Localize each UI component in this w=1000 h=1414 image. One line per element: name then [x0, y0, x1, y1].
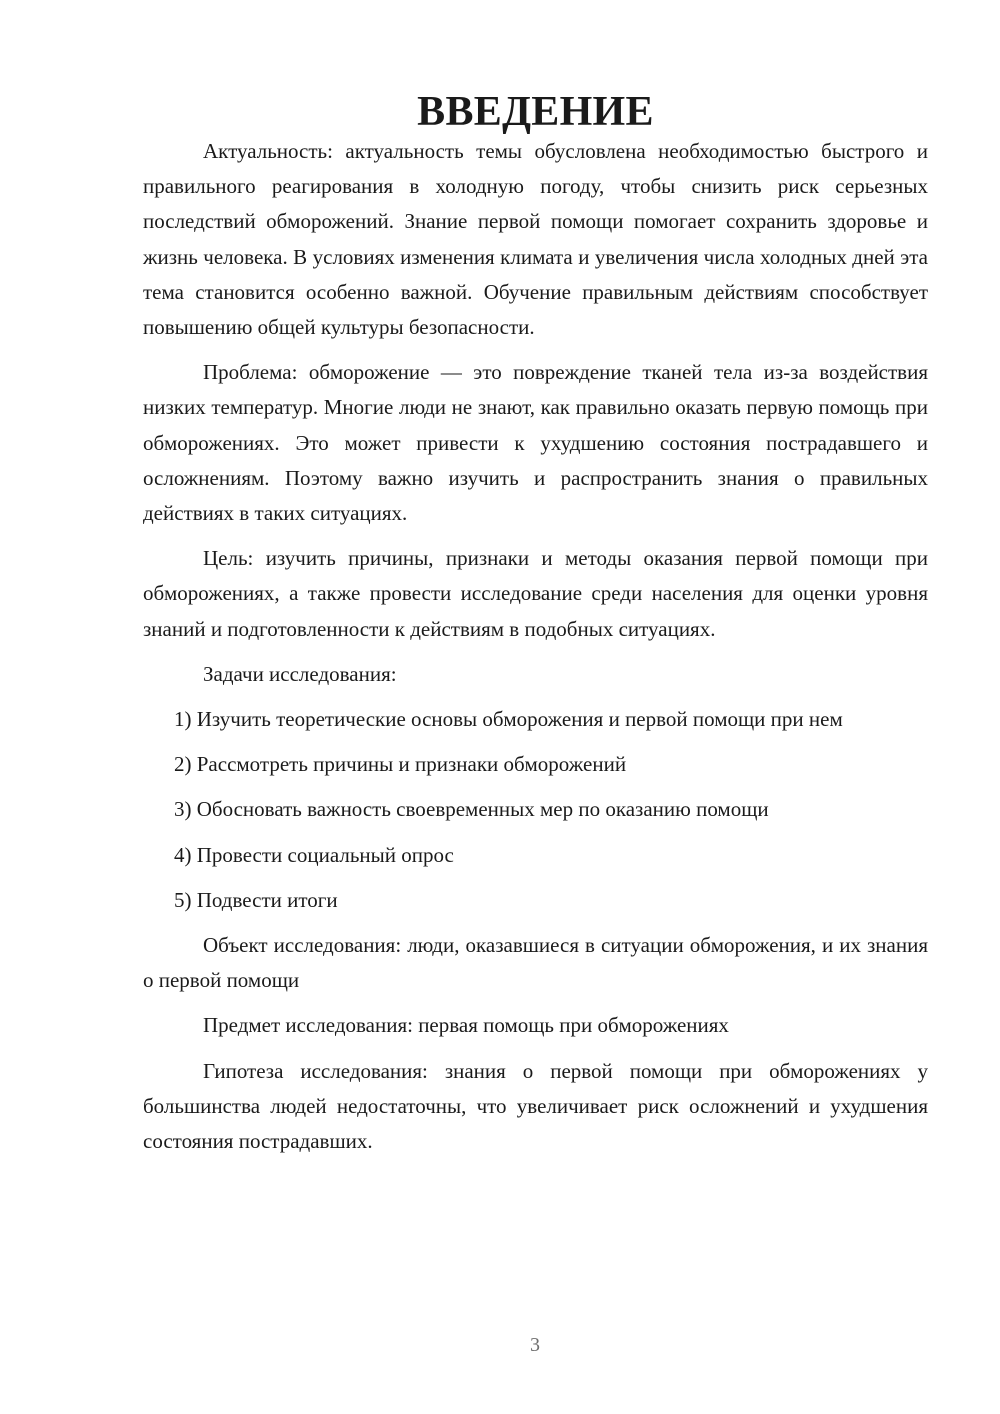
list-item: 3) Обосновать важность своевременных мер по оказанию помощи	[174, 797, 769, 822]
paragraph-problem: Проблема: обморожение — это повреждение тканей тела из-за воздействия низких температур. Многие люди не знают, как правильно оказать первую помощь при обморожениях. Это может привести к ухудшению состояния пострадавшего и осложнениям. Поэтому важно изучить и распространить знания о правильных действиях в таких ситуациях.	[143, 360, 928, 526]
paragraph-object: Объект исследования: люди, оказавшиеся в ситуации обморожения, и их знания о первой помощи	[143, 933, 928, 993]
paragraph-subject: Предмет исследования: первая помощь при обморожениях	[203, 1013, 729, 1038]
page-title: ВВЕДЕНИЕ	[417, 89, 654, 135]
list-item: 2) Рассмотреть причины и признаки обморожений	[174, 752, 627, 777]
tasks-list	[143, 702, 928, 918]
list-item: 1) Изучить теоретические основы обморожения и первой помощи при нем	[174, 707, 843, 732]
paragraph-relevance: Актуальность: актуальность темы обусловлена необходимостью быстрого и правильного реагирования в холодную погоду, чтобы снизить риск серьезных последствий обморожений. Знание первой помощи помогает сохранить здоровье и жизнь человека. В условиях изменения климата и увеличения числа холодных дней эта тема становится особенно важной. Обучение правильным действиям способствует повышению общей культуры безопасности.	[143, 139, 928, 340]
paragraph-goal: Цель: изучить причины, признаки и методы оказания первой помощи при обморожениях, а также провести исследование среди населения для оценки уровня знаний и подготовленности к действиям в подобных ситуациях.	[143, 546, 928, 641]
paragraph-hypothesis: Гипотеза исследования: знания о первой помощи при обморожениях у большинства людей недостаточны, что увеличивает риск осложнений и ухудшения состояния пострадавших.	[143, 1058, 928, 1154]
document-page	[143, 89, 928, 1159]
page-number: 3	[530, 1334, 540, 1356]
paragraph-tasks-heading: Задачи исследования:	[203, 661, 397, 686]
list-item: 4) Провести социальный опрос	[174, 842, 454, 867]
list-item: 5) Подвести итоги	[174, 887, 338, 912]
